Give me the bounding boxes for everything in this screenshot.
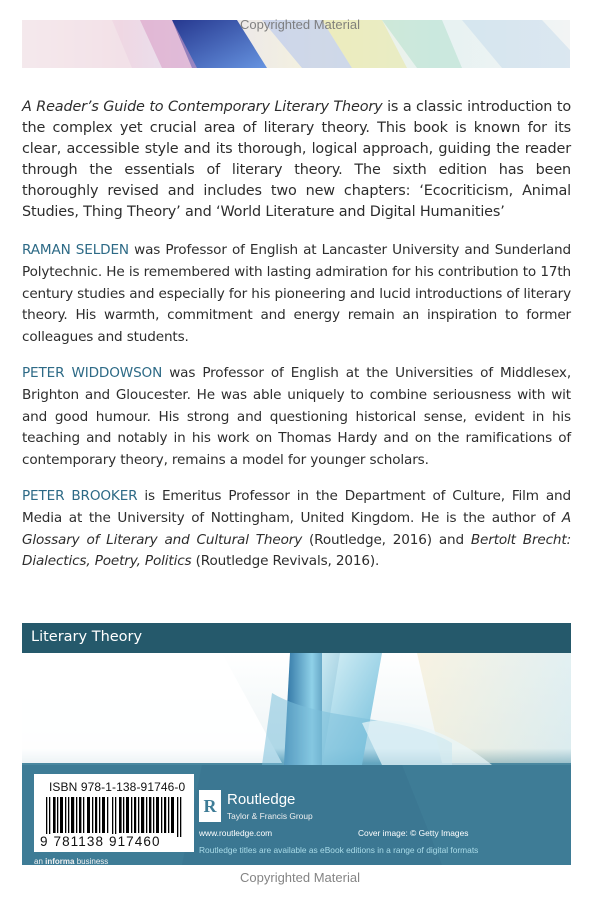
author-name: PETER WIDDOWSON [22,364,163,381]
routledge-logo-icon [199,790,221,826]
author-name: PETER BROOKER [22,487,138,504]
barcode-digits: 9 781138 917460 [40,834,161,849]
author-bio-text: (Routledge Revivals, 2016). [191,553,380,570]
barcode-bars [40,797,188,837]
author-bio-text: is Emeritus Professor in the Department of Culture, Film and Media at the University of Nottingham, United Kingdom. He is the author of [22,487,571,526]
publisher-name: Routledge [227,791,296,808]
author-bio-selden [22,240,571,349]
copyright-watermark-bottom: Copyrighted Material [240,870,360,885]
author-bio-text: was Professor of English at Lancaster University and Sunderland Polytechnic. He is remembered with lasting admiration for his contribution to 17th century studies and especially for his pioneering and lucid introductions of literary theory. His warmth, commitment and energy remain an inspiration to former colleagues and students. [22,242,571,346]
blurb-text: is a classic introduction to the complex yet crucial area of literary theory. This book is known for its clear, accessible style and its thorough, logical approach, guiding the reader through the essentials of literary theory. The sixth edition has been thoroughly revised and includes two new chapters: ‘Ecocriticism, Animal Studies, Thing Theory’ and ‘World Literature and Digital Humanities’ [22,99,571,220]
author-name: RAMAN SELDEN [22,242,129,258]
publisher-group: Taylor & Francis Group [227,811,313,821]
book-blurb [22,97,571,223]
informa-name: informa [45,857,75,866]
author-bio-text: (Routledge, 2016) and [302,531,471,548]
isbn-label: ISBN 978-1-138-91746-0 [49,780,186,794]
informa-business-label: an informa business [34,857,109,866]
logo-letter: R [203,796,217,816]
routledge-logo-mark [199,790,221,822]
author-bio-text: was Professor of English at the Universities of Middlesex, Brighton and Gloucester. He was able uniquely to combine seriousness with wit and good humour. His strong and questioning historical sense, evident in his teaching and notably in his work on Thomas Hardy and on the ramifications of contemporary theory, remains a model for younger scholars. [22,364,571,469]
subject-band [22,623,571,653]
author-bio-brooker [22,486,571,573]
publisher-url: www.routledge.com [199,828,273,838]
subject-label: Literary Theory [31,629,143,645]
back-cover-text [22,97,571,587]
book-title: A Reader’s Guide to Contemporary Literary Theory [22,99,383,115]
copyright-watermark-top: Copyrighted Material [240,17,360,32]
book-title-glossary: A Glossary of Literary and Cultural Theory [22,509,571,548]
cover-image-credit: Cover image: © Getty Images [358,828,469,838]
book-title-brecht: Bertolt Brecht: Dialectics, Poetry, Politics [22,531,571,570]
ebook-note: Routledge titles are available as eBook editions in a range of digital formats [199,845,479,855]
author-bio-widdowson [22,363,571,472]
